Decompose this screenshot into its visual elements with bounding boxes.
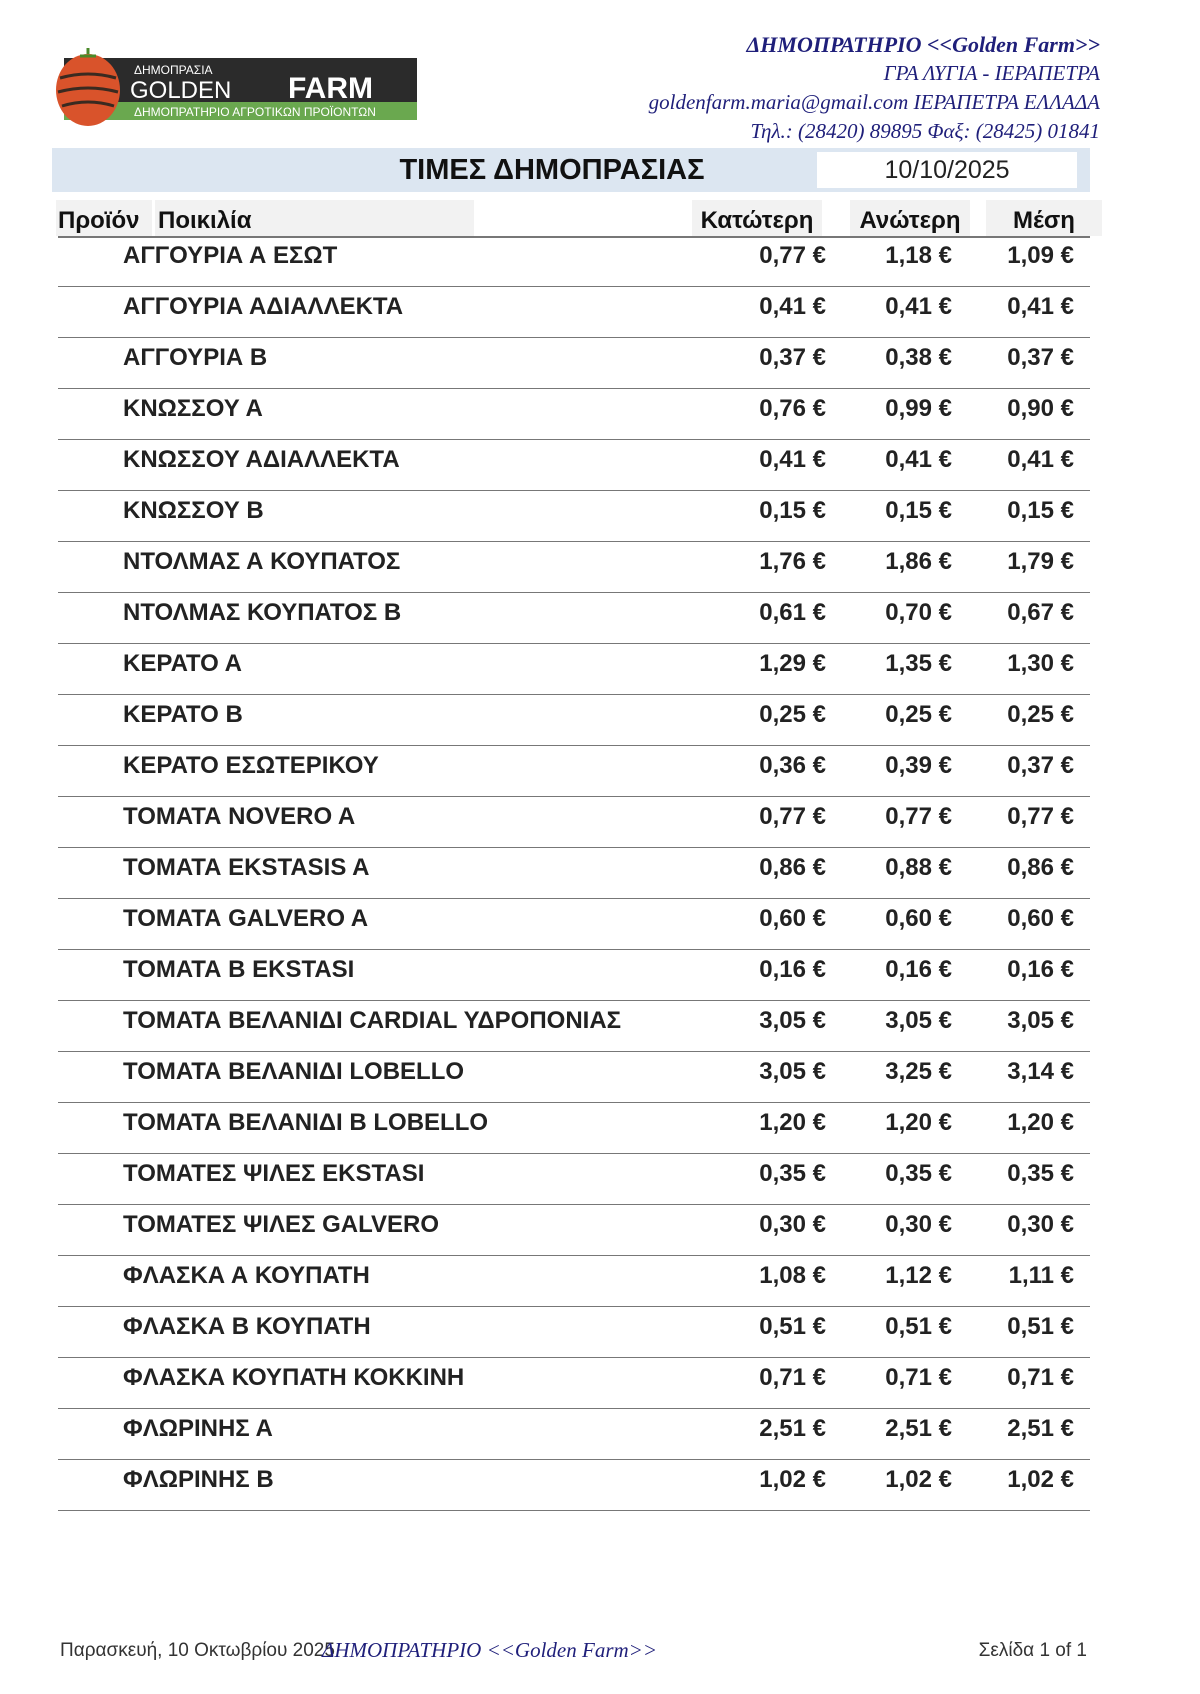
column-header-avg: Μέση xyxy=(986,200,1102,236)
table-row xyxy=(58,440,1090,491)
price-avg: 0,71 € xyxy=(1007,1364,1074,1391)
price-high: 0,77 € xyxy=(885,803,952,830)
price-low: 0,15 € xyxy=(759,497,826,524)
product-name: ΚΕΡΑΤΟ Α xyxy=(123,650,242,677)
price-low: 0,60 € xyxy=(759,905,826,932)
price-avg: 0,51 € xyxy=(1007,1313,1074,1340)
price-avg: 0,41 € xyxy=(1007,446,1074,473)
table-row xyxy=(58,1409,1090,1460)
price-low: 1,29 € xyxy=(759,650,826,677)
price-low: 0,30 € xyxy=(759,1211,826,1238)
price-high: 0,30 € xyxy=(885,1211,952,1238)
price-avg: 2,51 € xyxy=(1007,1415,1074,1442)
product-name: ΑΓΓΟΥΡΙΑ Β xyxy=(123,344,268,371)
company-address: ΓΡΑ ΛΥΓΙΑ - ΙΕΡΑΠΕΤΡΑ xyxy=(883,61,1100,85)
price-low: 0,37 € xyxy=(759,344,826,371)
price-low: 0,41 € xyxy=(759,293,826,320)
price-low: 0,77 € xyxy=(759,803,826,830)
svg-text:GOLDEN: GOLDEN xyxy=(130,77,232,104)
svg-text:FARM: FARM xyxy=(288,72,373,105)
price-high: 1,86 € xyxy=(885,548,952,575)
price-avg: 1,20 € xyxy=(1007,1109,1074,1136)
product-name: ΦΛΩΡΙΝΗΣ Β xyxy=(123,1466,274,1493)
footer-date: Παρασκευή, 10 Οκτωβρίου 2025 xyxy=(60,1640,335,1661)
title-band xyxy=(52,148,1090,192)
product-name: ΤΟΜΑΤΑ ΒΕΛΑΝΙΔΙ CARDIAL ΥΔΡΟΠΟΝΙΑΣ xyxy=(123,1007,622,1034)
table-row xyxy=(58,389,1090,440)
price-low: 1,76 € xyxy=(759,548,826,575)
table-row xyxy=(58,899,1090,950)
price-avg: 0,67 € xyxy=(1007,599,1074,626)
price-high: 1,18 € xyxy=(885,242,952,269)
price-low: 0,71 € xyxy=(759,1364,826,1391)
price-low: 0,35 € xyxy=(759,1160,826,1187)
table-row xyxy=(58,1358,1090,1409)
product-name: ΦΛΑΣΚΑ Α ΚΟΥΠΑΤΗ xyxy=(123,1262,370,1289)
footer-company: ΔΗΜΟΠΡΑΤΗΡΙΟ <<Golden Farm>> xyxy=(322,1638,658,1662)
price-avg: 0,25 € xyxy=(1007,701,1074,728)
price-low: 0,76 € xyxy=(759,395,826,422)
product-name: ΚΝΩΣΣΟΥ Α xyxy=(123,395,263,422)
price-avg: 1,79 € xyxy=(1007,548,1074,575)
column-header-high: Ανώτερη xyxy=(850,200,970,236)
price-low: 0,41 € xyxy=(759,446,826,473)
price-avg: 1,30 € xyxy=(1007,650,1074,677)
table-row xyxy=(58,746,1090,797)
price-avg: 1,02 € xyxy=(1007,1466,1074,1493)
product-name: ΤΟΜΑΤΑ EKSTASIS A xyxy=(123,854,370,881)
price-high: 1,02 € xyxy=(885,1466,952,1493)
price-avg: 0,35 € xyxy=(1007,1160,1074,1187)
product-name: ΦΛΑΣΚΑ ΚΟΥΠΑΤΗ ΚΟΚΚΙΝΗ xyxy=(123,1364,465,1391)
table-row xyxy=(58,287,1090,338)
price-avg: 0,15 € xyxy=(1007,497,1074,524)
table-row xyxy=(58,644,1090,695)
price-low: 0,16 € xyxy=(759,956,826,983)
price-avg: 3,14 € xyxy=(1007,1058,1074,1085)
price-high: 0,35 € xyxy=(885,1160,952,1187)
page-title: ΤΙΜΕΣ ΔΗΜΟΠΡΑΣΙΑΣ xyxy=(399,154,705,186)
product-name: ΝΤΟΛΜΑΣ ΚΟΥΠΑΤΟΣ Β xyxy=(123,599,402,626)
product-name: ΦΛΑΣΚΑ Β ΚΟΥΠΑΤΗ xyxy=(123,1313,371,1340)
price-high: 0,41 € xyxy=(885,293,952,320)
price-high: 1,35 € xyxy=(885,650,952,677)
price-high: 0,71 € xyxy=(885,1364,952,1391)
table-row xyxy=(58,542,1090,593)
product-name: ΤΟΜΑΤΑ ΒΕΛΑΝΙΔΙ Β LOBELLO xyxy=(123,1109,489,1136)
page-number: Σελίδα 1 of 1 xyxy=(978,1640,1087,1661)
column-header-product: Προϊόν xyxy=(56,200,152,236)
price-high: 1,12 € xyxy=(885,1262,952,1289)
product-name: ΤΟΜΑΤΑ GALVERO A xyxy=(123,905,369,932)
table-row xyxy=(58,797,1090,848)
product-name: ΤΟΜΑΤΑ Β EKSTASI xyxy=(123,956,355,983)
price-avg: 3,05 € xyxy=(1007,1007,1074,1034)
table-row xyxy=(58,1001,1090,1052)
table-row xyxy=(58,695,1090,746)
price-low: 0,77 € xyxy=(759,242,826,269)
price-low: 0,51 € xyxy=(759,1313,826,1340)
product-name: ΑΓΓΟΥΡΙΑ ΑΔΙΑΛΛΕΚΤΑ xyxy=(123,293,404,320)
price-high: 0,41 € xyxy=(885,446,952,473)
table-row xyxy=(58,1205,1090,1256)
price-high: 0,39 € xyxy=(885,752,952,779)
price-high: 0,51 € xyxy=(885,1313,952,1340)
price-avg: 0,37 € xyxy=(1007,752,1074,779)
company-phone: Τηλ.: (28420) 89895 Φαξ: (28425) 01841 xyxy=(750,119,1100,143)
product-name: ΦΛΩΡΙΝΗΣ Α xyxy=(123,1415,273,1442)
price-high: 0,60 € xyxy=(885,905,952,932)
table-row xyxy=(58,338,1090,389)
price-low: 1,02 € xyxy=(759,1466,826,1493)
price-high: 3,25 € xyxy=(885,1058,952,1085)
price-low: 0,61 € xyxy=(759,599,826,626)
table-row xyxy=(58,1256,1090,1307)
price-avg: 0,86 € xyxy=(1007,854,1074,881)
table-row xyxy=(58,1307,1090,1358)
price-avg: 1,11 € xyxy=(1008,1262,1074,1289)
company-header xyxy=(649,30,1100,146)
price-avg: 0,60 € xyxy=(1007,905,1074,932)
price-avg: 0,37 € xyxy=(1007,344,1074,371)
table-row xyxy=(58,1052,1090,1103)
price-low: 1,20 € xyxy=(759,1109,826,1136)
product-name: ΑΓΓΟΥΡΙΑ Α ΕΣΩΤ xyxy=(123,242,338,269)
product-name: ΚΕΡΑΤΟ ΕΣΩΤΕΡΙΚΟΥ xyxy=(123,752,379,779)
table-row xyxy=(58,1460,1090,1511)
product-name: ΝΤΟΛΜΑΣ Α ΚΟΥΠΑΤΟΣ xyxy=(123,548,401,575)
price-low: 0,86 € xyxy=(759,854,826,881)
price-high: 0,99 € xyxy=(885,395,952,422)
svg-text:ΔΗΜΟΠΡΑΤΗΡΙΟ ΑΓΡΟΤΙΚΩΝ ΠΡΟΪΟΝΤ: ΔΗΜΟΠΡΑΤΗΡΙΟ ΑΓΡΟΤΙΚΩΝ ΠΡΟΪΟΝΤΩΝ xyxy=(134,105,376,119)
price-high: 0,70 € xyxy=(885,599,952,626)
svg-text:ΔΗΜΟΠΡΑΣΙΑ: ΔΗΜΟΠΡΑΣΙΑ xyxy=(134,63,213,77)
product-name: ΚΝΩΣΣΟΥ ΑΔΙΑΛΛΕΚΤΑ xyxy=(123,446,400,473)
price-avg: 0,16 € xyxy=(1007,956,1074,983)
company-email: goldenfarm.maria@gmail.com ΙΕΡΑΠΕΤΡΑ ΕΛΛΑΔΑ xyxy=(648,90,1100,114)
table-row xyxy=(58,1154,1090,1205)
price-table xyxy=(58,236,1090,1511)
price-low: 0,36 € xyxy=(759,752,826,779)
price-avg: 0,41 € xyxy=(1007,293,1074,320)
column-header-low: Κατώτερη xyxy=(692,200,822,236)
price-high: 0,25 € xyxy=(885,701,952,728)
product-name: ΤΟΜΑΤΑ ΒΕΛΑΝΙΔΙ LOBELLO xyxy=(123,1058,465,1085)
price-low: 3,05 € xyxy=(759,1058,826,1085)
price-avg: 1,09 € xyxy=(1007,242,1074,269)
price-avg: 0,30 € xyxy=(1007,1211,1074,1238)
price-high: 0,16 € xyxy=(885,956,952,983)
product-name: ΚΝΩΣΣΟΥ Β xyxy=(123,497,264,524)
price-high: 1,20 € xyxy=(885,1109,952,1136)
price-low: 3,05 € xyxy=(759,1007,826,1034)
product-name: ΚΕΡΑΤΟ Β xyxy=(123,701,243,728)
price-high: 0,15 € xyxy=(885,497,952,524)
price-high: 2,51 € xyxy=(885,1415,952,1442)
auction-date: 10/10/2025 xyxy=(817,152,1077,188)
table-row xyxy=(58,950,1090,1001)
column-header-variety: Ποικιλία xyxy=(155,200,474,236)
product-name: ΤΟΜΑΤΕΣ ΨΙΛΕΣ EKSTASI xyxy=(123,1160,425,1187)
golden-farm-logo xyxy=(52,48,417,126)
price-high: 0,88 € xyxy=(885,854,952,881)
table-row xyxy=(58,1103,1090,1154)
table-row xyxy=(58,491,1090,542)
table-row xyxy=(58,593,1090,644)
table-row xyxy=(58,236,1090,287)
company-name: ΔΗΜΟΠΡΑΤΗΡΙΟ <<Golden Farm>> xyxy=(746,32,1100,57)
price-low: 0,25 € xyxy=(759,701,826,728)
price-avg: 0,90 € xyxy=(1007,395,1074,422)
price-avg: 0,77 € xyxy=(1007,803,1074,830)
price-low: 1,08 € xyxy=(759,1262,826,1289)
product-name: ΤΟΜΑΤΑ NOVERO A xyxy=(123,803,356,830)
price-low: 2,51 € xyxy=(759,1415,826,1442)
price-high: 3,05 € xyxy=(885,1007,952,1034)
product-name: ΤΟΜΑΤΕΣ ΨΙΛΕΣ GALVERO xyxy=(123,1211,440,1238)
price-high: 0,38 € xyxy=(885,344,952,371)
table-row xyxy=(58,848,1090,899)
